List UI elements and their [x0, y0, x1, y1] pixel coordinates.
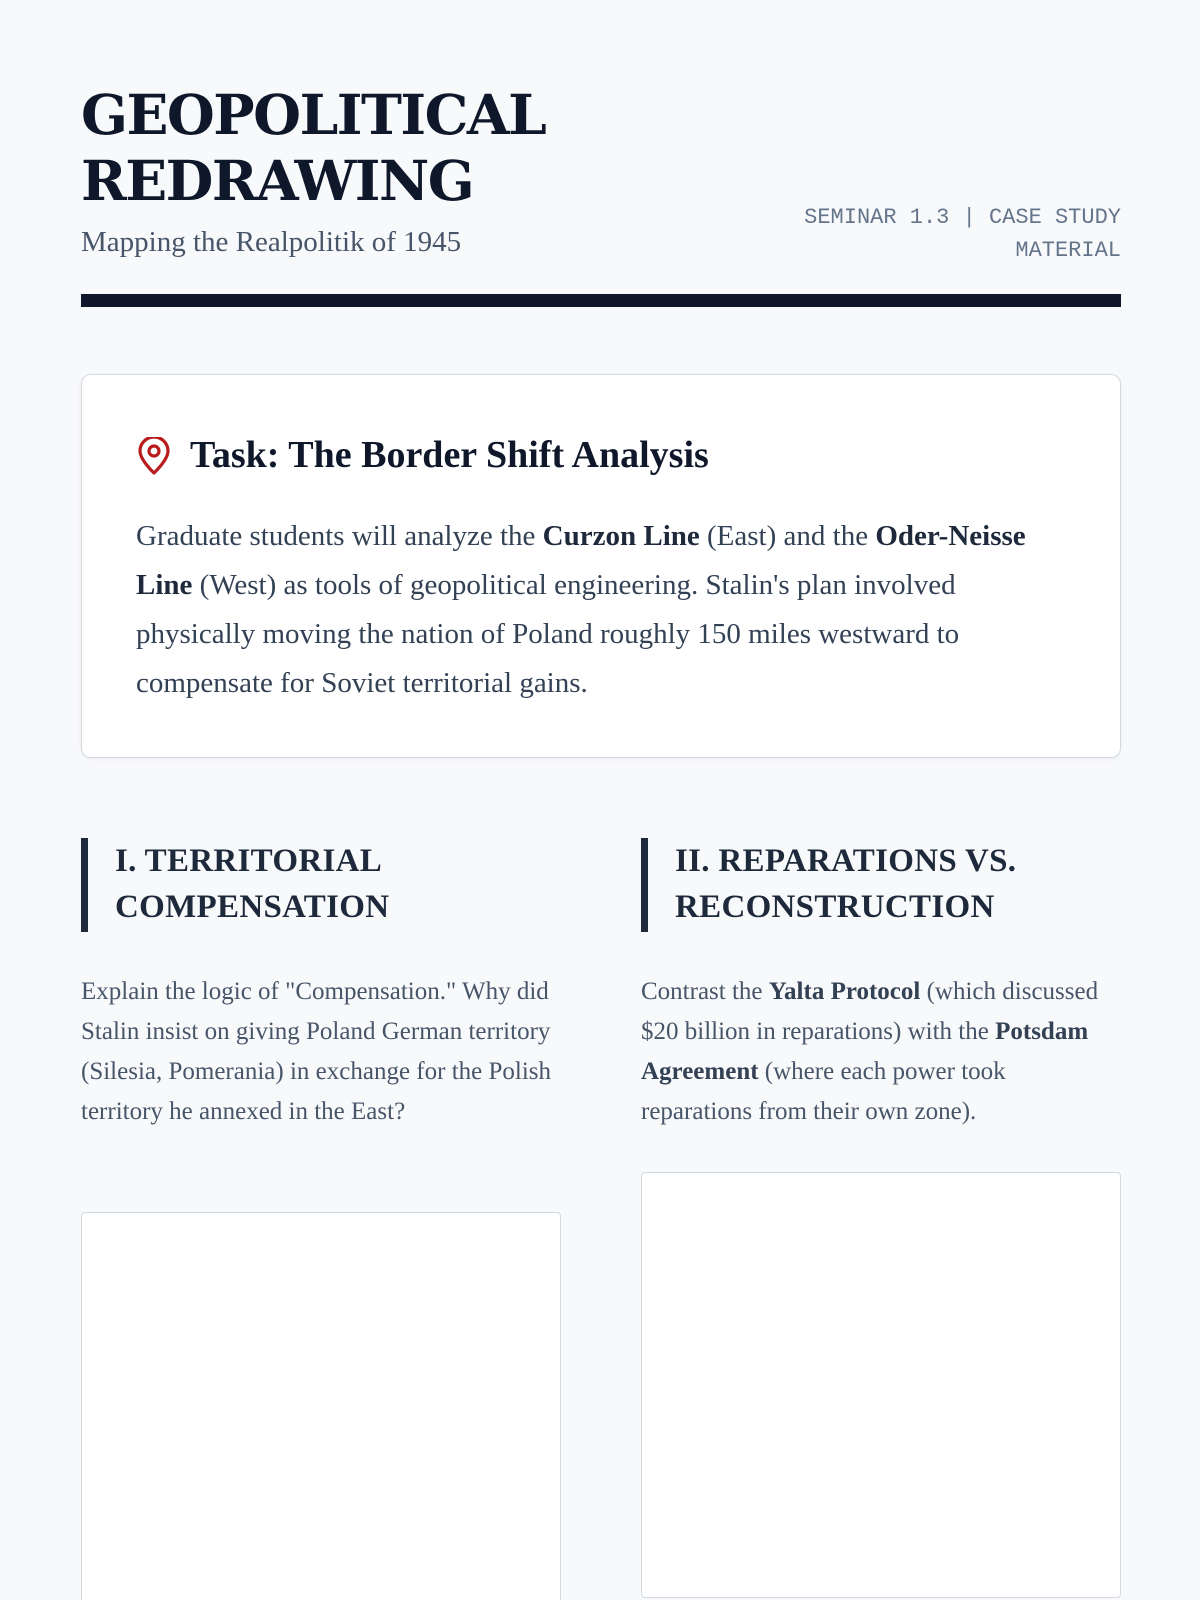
- header-divider: [81, 294, 1121, 307]
- seminar-meta-line-1: SEMINAR 1.3 | CASE STUDY: [804, 205, 1121, 230]
- map-pin-icon: [137, 437, 171, 475]
- section-prompt: Explain the logic of "Compensation." Why did Stalin insist on giving Poland German territory (Silesia, Pomerania) in exchange for the Polish territory he annexed in the East?: [81, 978, 552, 1125]
- document-title-line-1: GEOPOLITICAL: [81, 82, 546, 147]
- worksheet-page: [81, 0, 1121, 1600]
- document-title-line-2: REDRAWING: [81, 148, 474, 213]
- potsdam-agreement-term: Potsdam Agreement: [641, 1018, 1089, 1085]
- document-title: [81, 82, 545, 214]
- section-heading: I. TERRITORIAL COMPENSATION: [81, 838, 561, 932]
- yalta-protocol-term: Yalta Protocol: [768, 978, 921, 1005]
- seminar-meta: [721, 201, 1121, 267]
- answer-box-reparations[interactable]: [641, 1172, 1121, 1598]
- section-heading: II. REPARATIONS VS. RECONSTRUCTION: [641, 838, 1121, 932]
- seminar-meta-line-2: MATERIAL: [1015, 238, 1121, 263]
- task-card: [81, 374, 1121, 758]
- task-heading: Task: The Border Shift Analysis: [190, 434, 709, 476]
- task-description: Graduate students will analyze the Curzon Line (East) and the Oder-Neisse Line (West) as tools of geopolitical engineering. Stalin's plan involved physically moving the nation of Poland roughly 150 miles westward to compensate for Soviet territorial gains.: [136, 520, 1026, 699]
- document-subtitle: Mapping the Realpolitik of 1945: [81, 226, 462, 258]
- curzon-line-term: Curzon Line: [542, 520, 700, 552]
- oder-neisse-line-term: Oder-Neisse Line: [136, 520, 1026, 601]
- answer-box-territorial-compensation[interactable]: [81, 1212, 561, 1600]
- section-prompt: Contrast the Yalta Protocol (which discussed $20 billion in reparations) with the Potsdam Agreement (where each power took reparations from their own zone).: [641, 978, 1099, 1125]
